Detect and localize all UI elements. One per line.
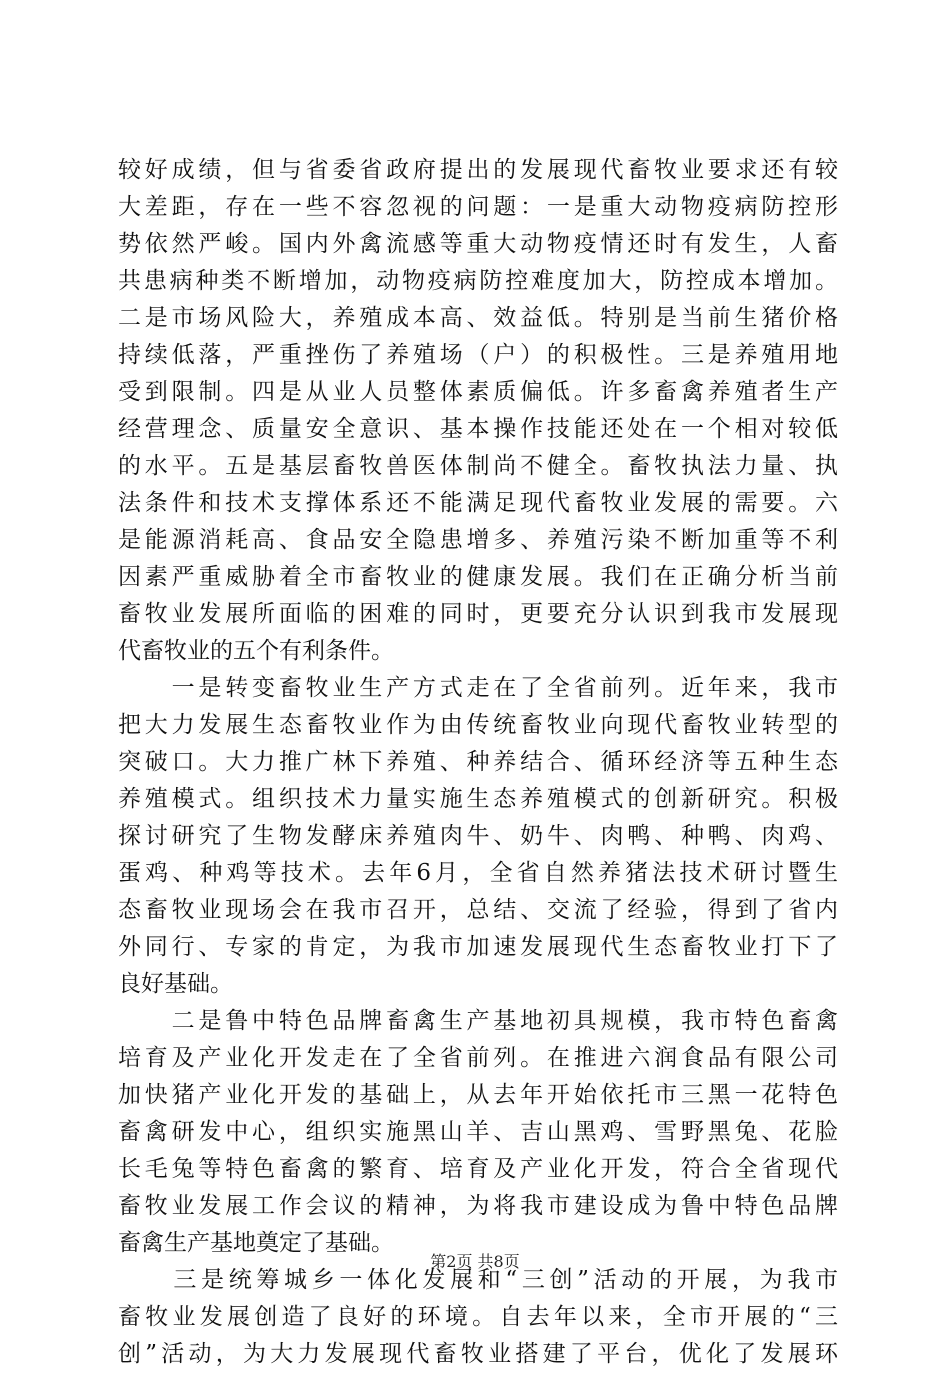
- text-line: 受到限制。四是从业人员整体素质偏低。许多畜禽养殖者生产: [118, 379, 838, 405]
- text-line: 经营理念、质量安全意识、基本操作技能还处在一个相对较低: [118, 416, 838, 442]
- text-line: 畜牧业发展工作会议的精神，为将我市建设成为鲁中特色品牌: [118, 1193, 838, 1219]
- text-line: 创”活动，为大力发展现代畜牧业搭建了平台，优化了发展环: [118, 1341, 838, 1367]
- text-line: 的水平。五是基层畜牧兽医体制尚不健全。畜牧执法力量、执: [118, 453, 838, 479]
- text-line: 突破口。大力推广林下养殖、种养结合、循环经济等五种生态: [118, 749, 838, 775]
- text-line: 态畜牧业现场会在我市召开，总结、交流了经验，得到了省内: [118, 897, 838, 923]
- text-line: 势依然严峻。国内外禽流感等重大动物疫情还时有发生，人畜: [118, 231, 838, 257]
- text-line: 二是市场风险大，养殖成本高、效益低。特别是当前生猪价格: [118, 305, 838, 331]
- text-line: 共患病种类不断增加，动物疫病防控难度加大，防控成本增加。: [118, 268, 838, 294]
- text-line: 因素严重威胁着全市畜牧业的健康发展。我们在正确分析当前: [118, 564, 838, 590]
- text-line: 加快猪产业化开发的基础上，从去年开始依托市三黑一花特色: [118, 1082, 838, 1108]
- text-line: 三是统筹城乡一体化发展和“三创”活动的开展，为我市: [118, 1267, 838, 1293]
- document-body: [118, 152, 838, 1373]
- text-line: 畜禽生产基地奠定了基础。: [118, 1230, 394, 1256]
- text-line: 较好成绩，但与省委省政府提出的发展现代畜牧业要求还有较: [118, 157, 838, 183]
- text-line: 长毛兔等特色畜禽的繁育、培育及产业化开发，符合全省现代: [118, 1156, 838, 1182]
- text-line: 畜禽研发中心，组织实施黑山羊、吉山黑鸡、雪野黑兔、花脸: [118, 1119, 838, 1145]
- text-line: 探讨研究了生物发酵床养殖肉牛、奶牛、肉鸭、种鸭、肉鸡、: [118, 823, 838, 849]
- text-line: 是能源消耗高、食品安全隐患增多、养殖污染不断加重等不利: [118, 527, 838, 553]
- text-line: 二是鲁中特色品牌畜禽生产基地初具规模，我市特色畜禽: [118, 1008, 838, 1034]
- text-line: 大差距，存在一些不容忽视的问题：一是重大动物疫病防控形: [118, 194, 838, 220]
- text-line: 一是转变畜牧业生产方式走在了全省前列。近年来，我市: [118, 675, 838, 701]
- text-line: 养殖模式。组织技术力量实施生态养殖模式的创新研究。积极: [118, 786, 838, 812]
- text-line: 把大力发展生态畜牧业作为由传统畜牧业向现代畜牧业转型的: [118, 712, 838, 738]
- text-line: 培育及产业化开发走在了全省前列。在推进六润食品有限公司: [118, 1045, 838, 1071]
- text-line: 外同行、专家的肯定，为我市加速发展现代生态畜牧业打下了: [118, 934, 838, 960]
- text-line: 代畜牧业的五个有利条件。: [118, 638, 394, 664]
- text-line: 畜牧业发展所面临的困难的同时，更要充分认识到我市发展现: [118, 601, 838, 627]
- text-line: 蛋鸡、种鸡等技术。去年6月，全省自然养猪法技术研讨暨生: [118, 860, 838, 886]
- text-line: 法条件和技术支撑体系还不能满足现代畜牧业发展的需要。六: [118, 490, 838, 516]
- page-footer: 第2页 共8页: [430, 1252, 520, 1271]
- text-line: 持续低落，严重挫伤了养殖场（户）的积极性。三是养殖用地: [118, 342, 838, 368]
- text-line: 畜牧业发展创造了良好的环境。自去年以来，全市开展的“三: [118, 1304, 838, 1330]
- text-line: 良好基础。: [118, 971, 233, 997]
